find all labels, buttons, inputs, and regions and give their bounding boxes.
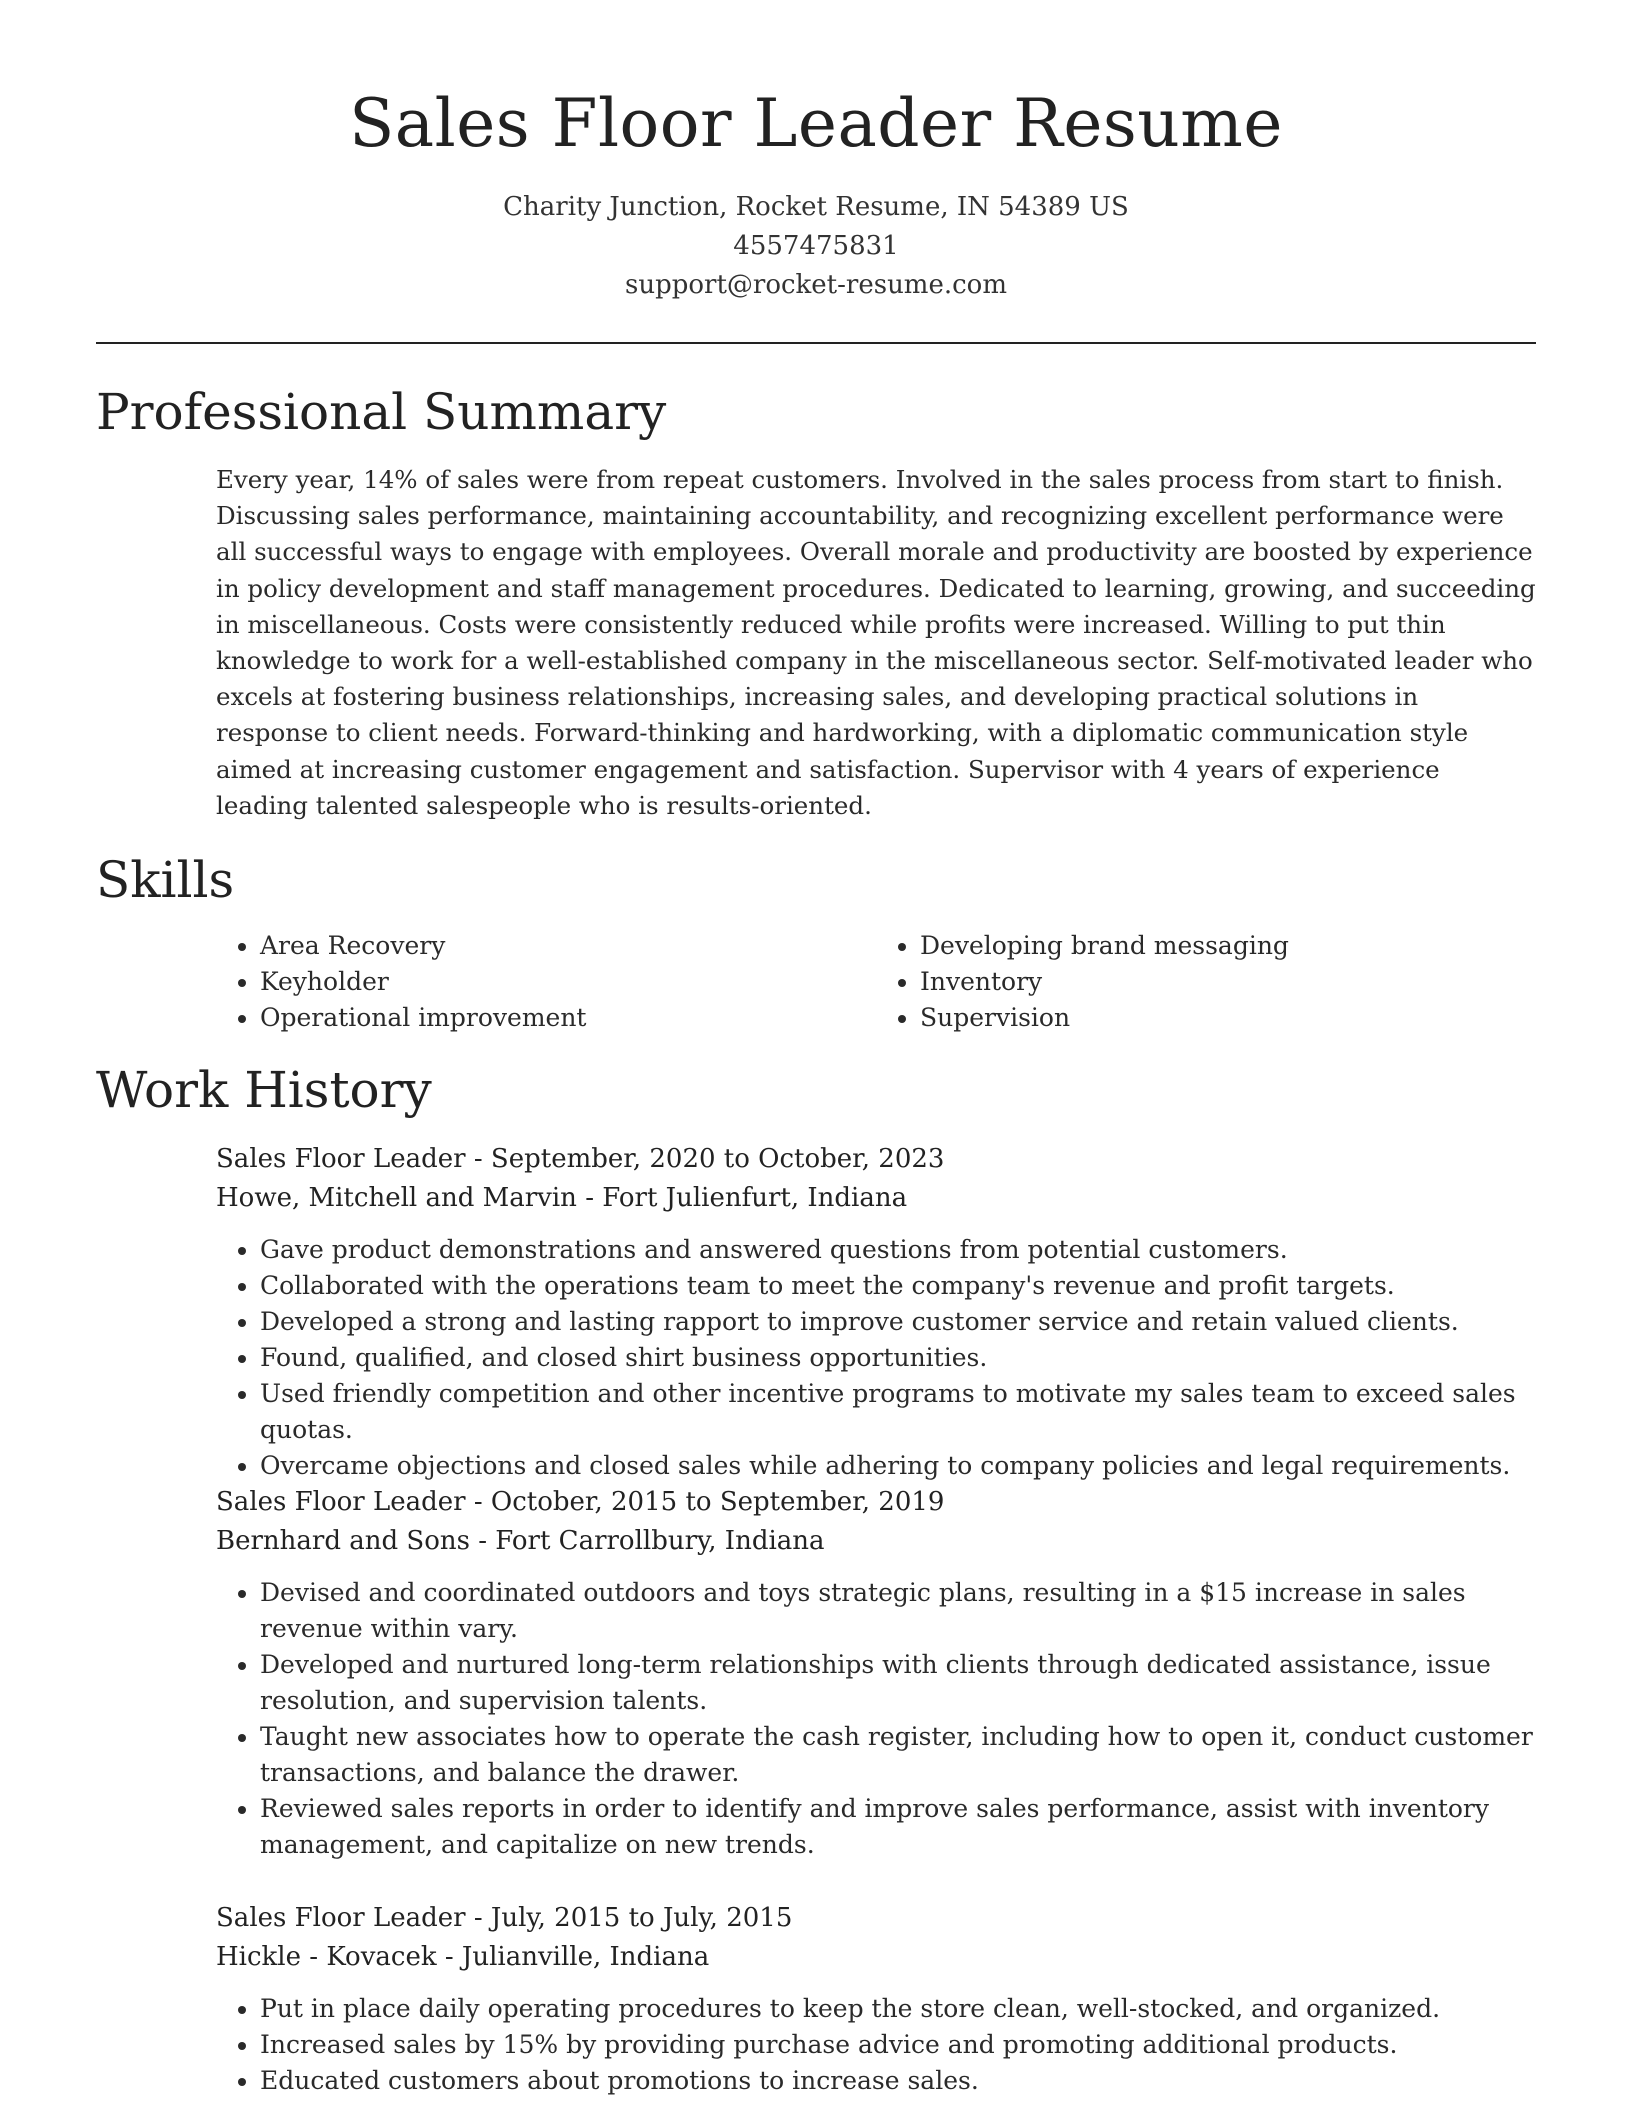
contact-email: support@rocket-resume.com bbox=[624, 270, 1007, 300]
job-bullet: • Devised and coordinated outdoors and toys strategic plans, resulting in a $15 increase in sales revenue within vary. bbox=[260, 1575, 1536, 1647]
contact-address: Charity Junction, Rocket Resume, IN 54389 US bbox=[503, 192, 1129, 222]
resume-header bbox=[96, 80, 1536, 305]
resume-title: Sales Floor Leader Resume bbox=[349, 85, 1283, 162]
job-company: Bernhard and Sons - Fort Carrollbury, Indiana bbox=[216, 1526, 825, 1556]
skills-heading: Skills bbox=[96, 851, 235, 909]
skill-item: • Supervision bbox=[920, 1000, 1536, 1036]
job-bullet: • Developed a strong and lasting rapport to improve customer service and retain valued clients. bbox=[260, 1304, 1536, 1340]
skill-item: • Operational improvement bbox=[260, 1000, 876, 1036]
job-entry bbox=[216, 1899, 1536, 2099]
skills-list bbox=[216, 928, 1536, 1036]
contact-phone: 4557475831 bbox=[733, 231, 899, 261]
job-bullets bbox=[216, 1991, 1536, 2099]
skills-column-right bbox=[876, 928, 1536, 1036]
job-bullet: • Used friendly competition and other incentive programs to motivate my sales team to exceed sales quotas. bbox=[260, 1376, 1536, 1448]
summary-heading: Professional Summary bbox=[96, 383, 667, 441]
skill-item: • Inventory bbox=[920, 964, 1536, 1000]
job-company: Hickle - Kovacek - Julianville, Indiana bbox=[216, 1942, 710, 1972]
job-bullet: • Collaborated with the operations team to meet the company's revenue and profit targets. bbox=[260, 1268, 1536, 1304]
skills-column-left bbox=[216, 928, 876, 1036]
job-bullet: • Developed and nurtured long-term relationships with clients through dedicated assistance, issue resolution, and supervision talents. bbox=[260, 1647, 1536, 1719]
skill-item: • Keyholder bbox=[260, 964, 876, 1000]
work-history-heading: Work History bbox=[96, 1061, 432, 1119]
job-title: Sales Floor Leader - September, 2020 to October, 2023 bbox=[216, 1144, 945, 1174]
job-entry bbox=[216, 1483, 1536, 1863]
skill-item: • Developing brand messaging bbox=[920, 928, 1536, 964]
job-company: Howe, Mitchell and Marvin - Fort Julienfurt, Indiana bbox=[216, 1183, 908, 1213]
header-divider bbox=[96, 342, 1536, 344]
job-bullet: • Overcame objections and closed sales while adhering to company policies and legal requirements. bbox=[260, 1448, 1536, 1484]
job-bullet: • Increased sales by 15% by providing purchase advice and promoting additional products. bbox=[260, 2027, 1536, 2063]
job-bullet: • Put in place daily operating procedures to keep the store clean, well-stocked, and organized. bbox=[260, 1991, 1536, 2027]
job-bullet: • Gave product demonstrations and answered questions from potential customers. bbox=[260, 1232, 1536, 1268]
job-entry bbox=[216, 1140, 1536, 1484]
job-bullet: • Taught new associates how to operate the cash register, including how to open it, conduct customer transactions, and balance the drawer. bbox=[260, 1719, 1536, 1791]
job-title: Sales Floor Leader - October, 2015 to September, 2019 bbox=[216, 1487, 945, 1517]
job-bullets bbox=[216, 1575, 1536, 1863]
summary-text: Every year, 14% of sales were from repeat customers. Involved in the sales process from start to finish. Discussing sales performance, maintaining accountability, and recognizing excellent performance were all successful ways to engage with employees. Overall morale and productivity are boosted by experience in policy development and staff management procedures. Dedicated to learning, growing, and succeeding in miscellaneous. Costs were consistently reduced while profits were increased. Willing to put thin knowledge to work for a well-established company in the miscellaneous sector. Self-motivated leader who excels at fostering business relationships, increasing sales, and developing practical solutions in response to client needs. Forward-thinking and hardworking, with a diplomatic communication style aimed at increasing customer engagement and satisfaction. Supervisor with 4 years of experience leading talented salespeople who is results-oriented. bbox=[216, 465, 1536, 820]
contact-info bbox=[96, 188, 1536, 305]
job-title: Sales Floor Leader - July, 2015 to July, 2015 bbox=[216, 1903, 793, 1933]
job-bullet: • Found, qualified, and closed shirt business opportunities. bbox=[260, 1340, 1536, 1376]
job-bullets bbox=[216, 1232, 1536, 1484]
job-bullet: • Educated customers about promotions to increase sales. bbox=[260, 2063, 1536, 2099]
job-bullet: • Reviewed sales reports in order to identify and improve sales performance, assist with inventory management, and capitalize on new trends. bbox=[260, 1791, 1536, 1863]
skill-item: • Area Recovery bbox=[260, 928, 876, 964]
